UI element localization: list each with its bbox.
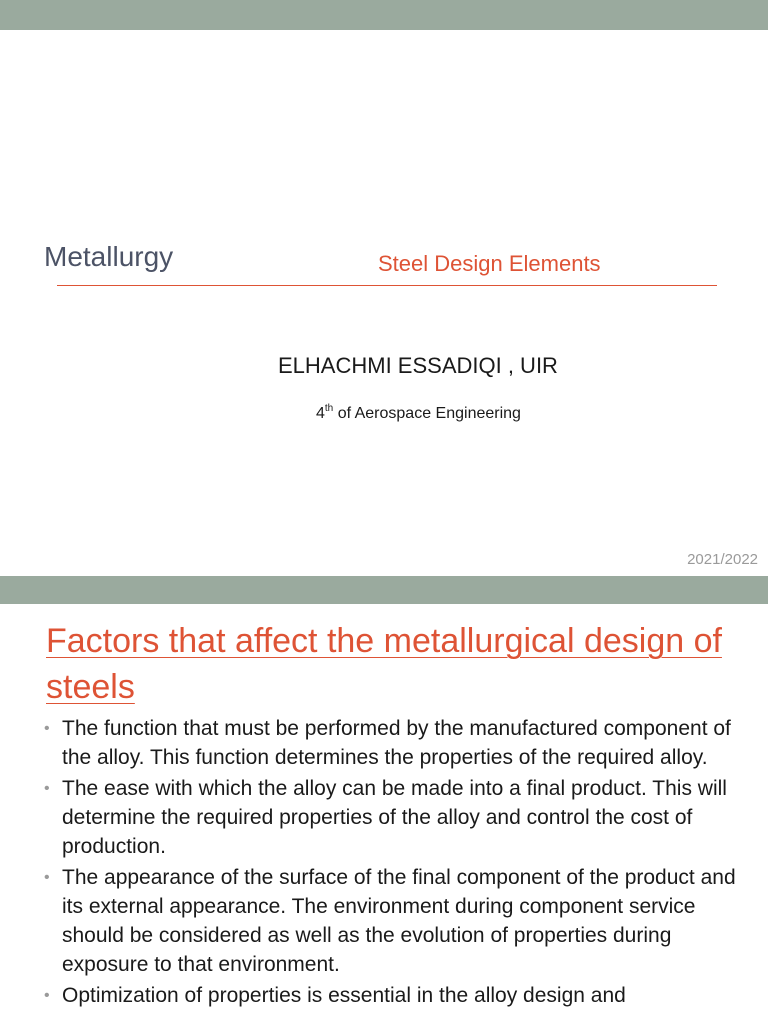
slide-divider-band [0, 576, 768, 604]
list-item [44, 714, 744, 772]
bullet-icon: • [44, 869, 50, 886]
program-text: of Aerospace Engineering [333, 405, 521, 422]
bullet-icon: • [44, 987, 50, 1004]
list-item-text: Optimization of properties is essential in the alloy design and [62, 984, 626, 1007]
content-slide [0, 604, 768, 1024]
bullet-list [44, 714, 744, 1012]
title-underline-rule [57, 285, 717, 286]
slide-title: Metallurgy [44, 241, 174, 272]
bullet-icon: • [44, 720, 50, 737]
program-ordinal-suffix: th [324, 403, 334, 414]
list-item [44, 774, 744, 861]
title-slide [0, 30, 768, 576]
list-item [44, 981, 744, 1010]
program-number: 4 [316, 405, 325, 422]
slide-subtitle: Steel Design Elements [378, 251, 601, 276]
bullet-icon: • [44, 780, 50, 797]
list-item [44, 863, 744, 979]
author-line: ELHACHMI ESSADIQI , UIR [278, 353, 558, 378]
program-line [316, 404, 521, 424]
list-item-text: The function that must be performed by the manufactured component of the alloy. This function determines the properties of the required alloy. [62, 717, 731, 769]
top-divider-band [0, 0, 768, 30]
list-item-text: The appearance of the surface of the final component of the product and its external appearance. The environment during component service should be considered as well as the evolution of properties during exposure to that environment. [62, 866, 736, 976]
content-slide-title: Factors that affect the metallurgical design of steels [46, 622, 722, 706]
list-item-text: The ease with which the alloy can be made into a final product. This will determine the required properties of the alloy and control the cost of production. [62, 777, 727, 858]
academic-year: 2021/2022 [687, 551, 758, 568]
